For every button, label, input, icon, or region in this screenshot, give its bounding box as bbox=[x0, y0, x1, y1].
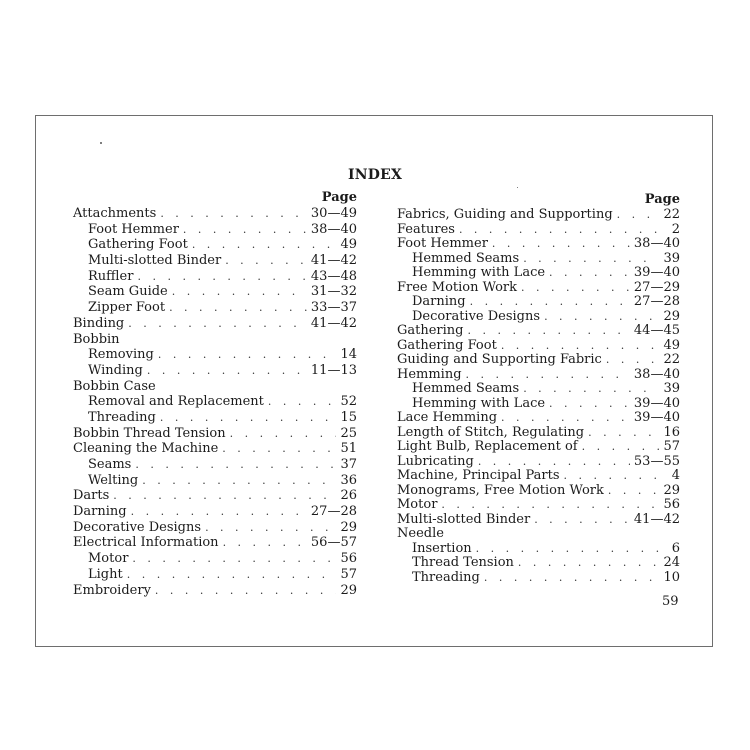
index-entry bbox=[397, 353, 680, 368]
dot-leader bbox=[501, 339, 660, 354]
index-entry-page: 39—40 bbox=[633, 265, 680, 280]
index-entry bbox=[397, 310, 680, 325]
index-entry bbox=[73, 237, 357, 253]
dot-leader bbox=[183, 222, 307, 238]
index-entry bbox=[397, 426, 680, 441]
index-entry-label: Welting bbox=[88, 472, 139, 488]
index-entry bbox=[397, 237, 680, 252]
index-entry-page: 29 bbox=[340, 582, 357, 598]
index-entry bbox=[73, 347, 357, 363]
index-entry bbox=[73, 473, 357, 489]
index-entry-label: Attachments bbox=[73, 206, 157, 221]
index-entry-label: Hemming with Lace bbox=[412, 395, 546, 411]
index-entry-label: Threading bbox=[412, 569, 480, 585]
index-entry-page: 51 bbox=[340, 441, 357, 457]
dot-leader bbox=[544, 310, 659, 325]
index-entry-label: Zipper Foot bbox=[88, 300, 166, 316]
index-entry-page: 27—28 bbox=[310, 504, 357, 520]
index-entry bbox=[73, 520, 357, 536]
index-entry bbox=[73, 551, 357, 567]
index-entry-label: Hemming with Lace bbox=[412, 265, 546, 280]
index-entry-label: Darning bbox=[73, 504, 127, 520]
dot-leader bbox=[501, 411, 630, 426]
index-entry bbox=[73, 394, 357, 410]
index-entry-label: Needle bbox=[397, 526, 444, 541]
index-entry-page: 56—57 bbox=[310, 535, 357, 551]
index-entry-page: 30—49 bbox=[310, 206, 357, 221]
index-entry-label: Removing bbox=[88, 347, 154, 363]
index-entry bbox=[73, 269, 357, 285]
dot-leader bbox=[223, 535, 307, 551]
dot-leader bbox=[523, 252, 659, 267]
index-entry-page: 22 bbox=[663, 207, 680, 222]
dot-leader bbox=[135, 457, 336, 473]
index-entry bbox=[397, 252, 680, 267]
index-entry-label: Foot Hemmer bbox=[397, 236, 488, 251]
index-entry-label: Monograms, Free Motion Work bbox=[397, 482, 604, 498]
dot-leader bbox=[534, 513, 630, 528]
index-entry bbox=[73, 583, 357, 599]
index-list-left bbox=[73, 206, 357, 598]
dot-leader bbox=[160, 206, 307, 222]
dot-leader bbox=[478, 455, 630, 470]
index-entry bbox=[73, 316, 357, 332]
index-entry bbox=[397, 556, 680, 571]
index-entry-label: Foot Hemmer bbox=[88, 221, 179, 237]
index-list-right bbox=[397, 208, 680, 585]
dot-leader bbox=[484, 571, 660, 586]
dot-leader bbox=[158, 347, 337, 363]
index-entry bbox=[73, 504, 357, 520]
index-entry-page: 38—40 bbox=[633, 236, 680, 251]
index-entry bbox=[73, 410, 357, 426]
index-entry-page: 38—40 bbox=[310, 221, 357, 237]
index-entry bbox=[73, 535, 357, 551]
index-entry-page: 53—55 bbox=[633, 453, 680, 469]
index-entry-label: Multi-slotted Binder bbox=[88, 253, 222, 269]
index-entry bbox=[73, 300, 357, 316]
index-entry-label: Electrical Information bbox=[73, 535, 219, 551]
dot-leader bbox=[192, 237, 337, 253]
index-column-right bbox=[397, 192, 680, 585]
index-entry-page: 56 bbox=[663, 497, 680, 512]
page-number: 59 bbox=[662, 594, 679, 609]
index-entry-page: 4 bbox=[671, 468, 680, 483]
index-entry-page: 41—42 bbox=[310, 253, 357, 269]
index-entry-page: 37 bbox=[340, 457, 357, 472]
index-entry-page: 29 bbox=[663, 482, 680, 498]
index-entry bbox=[73, 284, 357, 300]
index-entry bbox=[397, 498, 680, 513]
dot-leader bbox=[127, 567, 337, 583]
index-entry-label: Decorative Designs bbox=[412, 308, 541, 324]
index-entry-label: Light Bulb, Replacement of bbox=[397, 439, 578, 454]
index-entry bbox=[397, 281, 680, 296]
index-entry-label: Insertion bbox=[412, 540, 472, 556]
index-entry-page: 36 bbox=[340, 472, 357, 488]
index-entry-label: Hemmed Seams bbox=[412, 381, 520, 396]
index-entry bbox=[397, 295, 680, 310]
index-entry-label: Gathering Foot bbox=[88, 237, 188, 253]
dot-leader bbox=[230, 426, 337, 442]
index-entry-page: 56 bbox=[340, 551, 357, 567]
dot-leader bbox=[588, 426, 659, 441]
index-entry-label: Light bbox=[88, 566, 123, 582]
index-entry-page: 52 bbox=[340, 394, 357, 410]
dot-leader bbox=[169, 300, 307, 316]
index-entry-page: 2 bbox=[671, 221, 680, 237]
index-entry-page: 10 bbox=[663, 569, 680, 585]
index-entry bbox=[73, 253, 357, 269]
index-entry bbox=[73, 363, 357, 379]
index-entry bbox=[397, 397, 680, 412]
index-entry-page: 57 bbox=[340, 566, 357, 582]
index-entry-label: Gathering Foot bbox=[397, 337, 497, 353]
index-entry-page: 49 bbox=[663, 337, 680, 353]
index-entry-page: 29 bbox=[340, 519, 357, 535]
dot-leader bbox=[222, 441, 336, 457]
index-entry bbox=[397, 324, 680, 339]
index-entry bbox=[397, 484, 680, 499]
index-entry bbox=[397, 368, 680, 383]
dot-leader bbox=[523, 382, 659, 397]
dot-leader bbox=[147, 363, 307, 379]
dot-leader bbox=[518, 556, 660, 571]
dot-leader bbox=[132, 551, 336, 567]
index-entry-label: Seams bbox=[88, 457, 132, 472]
index-entry-label: Machine, Principal Parts bbox=[397, 468, 560, 483]
index-entry-page: 41—42 bbox=[310, 315, 357, 331]
dot-leader bbox=[113, 488, 336, 504]
scan-speck bbox=[517, 187, 518, 188]
index-entry-label: Hemmed Seams bbox=[412, 250, 520, 266]
dot-leader bbox=[606, 353, 660, 368]
dot-leader bbox=[142, 473, 336, 489]
index-entry-page: 24 bbox=[663, 555, 680, 570]
index-entry-page: 27—28 bbox=[633, 294, 680, 309]
index-entry bbox=[397, 208, 680, 223]
index-entry-label: Winding bbox=[88, 362, 143, 378]
dot-leader bbox=[521, 281, 630, 296]
index-entry-label: Guiding and Supporting Fabric bbox=[397, 352, 602, 367]
dot-leader bbox=[549, 397, 630, 412]
index-entry bbox=[73, 488, 357, 504]
index-entry-page: 38—40 bbox=[633, 366, 680, 382]
index-entry-page: 33—37 bbox=[310, 300, 357, 316]
index-entry bbox=[73, 206, 357, 222]
index-entry bbox=[397, 382, 680, 397]
index-entry-page: 39 bbox=[663, 250, 680, 266]
index-entry-label: Bobbin bbox=[73, 331, 120, 347]
page-column-header: Page bbox=[321, 190, 357, 205]
index-entry-label: Bobbin Case bbox=[73, 378, 156, 394]
index-entry bbox=[397, 527, 680, 542]
index-entry-label: Multi-slotted Binder bbox=[397, 511, 531, 527]
dot-leader bbox=[459, 223, 668, 238]
index-entry-label: Features bbox=[397, 221, 455, 237]
index-entry-label: Motor bbox=[397, 497, 438, 512]
index-entry-page: 26 bbox=[340, 488, 357, 504]
index-entry-page: 39—40 bbox=[633, 410, 680, 425]
index-entry-page: 15 bbox=[340, 409, 357, 425]
index-entry bbox=[397, 411, 680, 426]
index-entry bbox=[397, 266, 680, 281]
dot-leader bbox=[268, 394, 337, 410]
dot-leader bbox=[582, 440, 660, 455]
index-entry-page: 43—48 bbox=[310, 268, 357, 284]
index-entry-page: 49 bbox=[340, 237, 357, 253]
index-entry-label: Cleaning the Machine bbox=[73, 441, 219, 457]
index-entry-page: 14 bbox=[340, 347, 357, 363]
index-entry-label: Decorative Designs bbox=[73, 519, 202, 535]
index-entry bbox=[397, 339, 680, 354]
index-entry bbox=[73, 567, 357, 583]
index-entry-label: Gathering bbox=[397, 323, 464, 338]
dot-leader bbox=[128, 316, 307, 332]
index-entry bbox=[73, 222, 357, 238]
dot-leader bbox=[155, 583, 337, 599]
scan-speck bbox=[100, 142, 102, 144]
index-entry-page: 27—29 bbox=[633, 279, 680, 295]
index-entry-label: Lace Hemming bbox=[397, 410, 498, 425]
index-entry bbox=[397, 455, 680, 470]
index-entry-page: 44—45 bbox=[633, 323, 680, 338]
page-column-header: Page bbox=[644, 192, 680, 207]
index-entry-page: 6 bbox=[671, 540, 680, 556]
dot-leader bbox=[617, 208, 660, 223]
index-entry-label: Seam Guide bbox=[88, 284, 168, 300]
index-entry-label: Motor bbox=[88, 551, 129, 567]
index-entry bbox=[397, 469, 680, 484]
dot-leader bbox=[225, 253, 307, 269]
index-entry-label: Ruffler bbox=[88, 268, 134, 284]
index-entry-page: 39—40 bbox=[633, 395, 680, 411]
dot-leader bbox=[137, 269, 306, 285]
dot-leader bbox=[549, 266, 630, 281]
index-entry bbox=[397, 571, 680, 586]
index-entry-label: Embroidery bbox=[73, 582, 151, 598]
index-entry bbox=[397, 542, 680, 557]
index-entry-page: 31—32 bbox=[310, 284, 357, 300]
index-entry-page: 29 bbox=[663, 308, 680, 324]
index-entry-label: Lubricating bbox=[397, 453, 474, 469]
index-title: INDEX bbox=[347, 167, 403, 183]
index-entry-page: 57 bbox=[663, 439, 680, 454]
dot-leader bbox=[468, 324, 630, 339]
index-entry-page: 16 bbox=[663, 424, 680, 440]
index-entry bbox=[397, 440, 680, 455]
index-entry-page: 11—13 bbox=[310, 362, 357, 378]
index-entry-page: 41—42 bbox=[633, 511, 680, 527]
index-entry-label: Length of Stitch, Regulating bbox=[397, 424, 585, 440]
index-entry-label: Darts bbox=[73, 488, 110, 504]
index-entry bbox=[73, 426, 357, 442]
dot-leader bbox=[476, 542, 668, 557]
index-entry-label: Threading bbox=[88, 409, 156, 425]
index-column-left bbox=[73, 190, 357, 598]
index-entry-label: Bobbin Thread Tension bbox=[73, 425, 226, 441]
index-entry-label: Thread Tension bbox=[412, 555, 514, 570]
dot-leader bbox=[172, 284, 307, 300]
index-entry-label: Free Motion Work bbox=[397, 279, 518, 295]
index-entry-label: Binding bbox=[73, 315, 125, 331]
dot-leader bbox=[492, 237, 630, 252]
index-entry bbox=[73, 441, 357, 457]
dot-leader bbox=[466, 368, 630, 383]
dot-leader bbox=[441, 498, 659, 513]
index-entry bbox=[73, 332, 357, 348]
index-entry-page: 39 bbox=[663, 381, 680, 396]
index-entry bbox=[73, 457, 357, 473]
dot-leader bbox=[160, 410, 337, 426]
index-entry-label: Removal and Replacement bbox=[88, 394, 264, 410]
dot-leader bbox=[564, 469, 668, 484]
dot-leader bbox=[131, 504, 307, 520]
index-entry-label: Hemming bbox=[397, 366, 462, 382]
index-entry-label: Fabrics, Guiding and Supporting bbox=[397, 207, 613, 222]
dot-leader bbox=[470, 295, 630, 310]
index-entry bbox=[73, 379, 357, 395]
dot-leader bbox=[608, 484, 660, 499]
index-entry bbox=[397, 223, 680, 238]
index-entry-page: 22 bbox=[663, 352, 680, 367]
dot-leader bbox=[205, 520, 336, 536]
index-entry-page: 25 bbox=[340, 425, 357, 441]
index-entry-label: Darning bbox=[412, 294, 466, 309]
index-entry bbox=[397, 513, 680, 528]
